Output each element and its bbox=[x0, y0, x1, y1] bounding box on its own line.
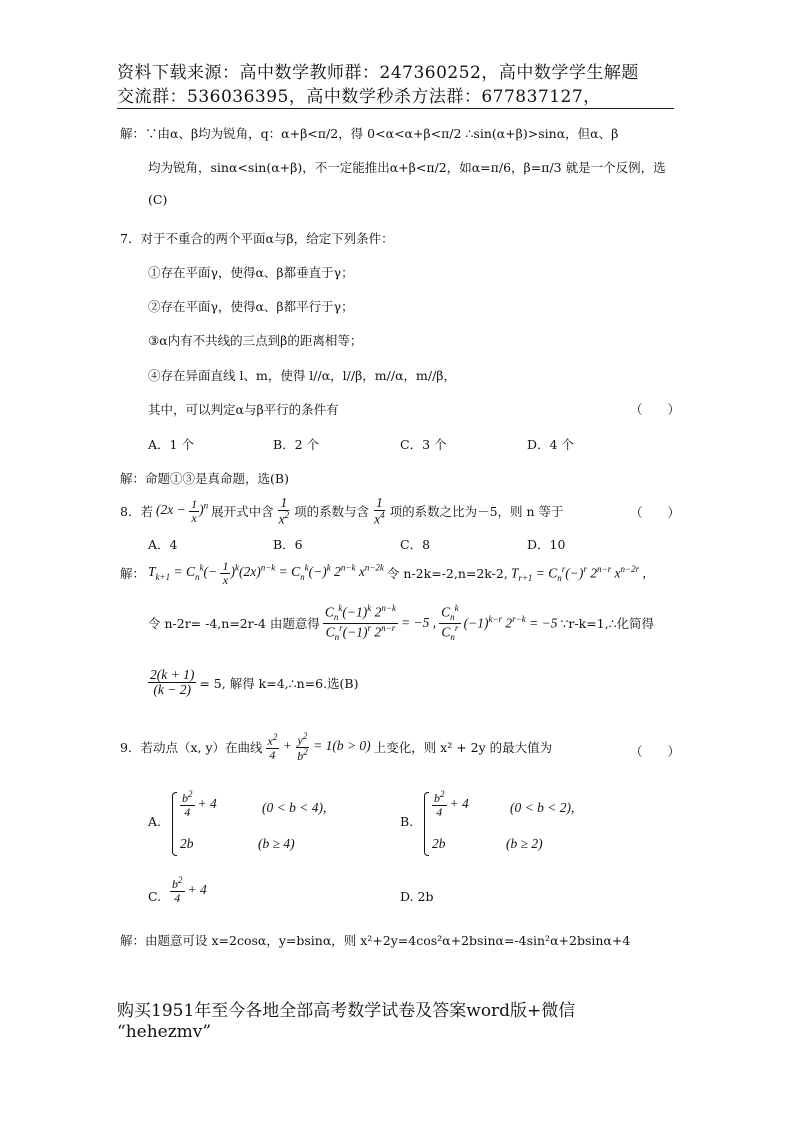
q7-question: 其中，可以判定α与β平行的条件有 bbox=[148, 402, 339, 417]
q6-solution-line-3: (C) bbox=[148, 192, 168, 207]
footer-line-1: 购买1951年至今各地全部高考数学试卷及答案word版+微信 bbox=[117, 1001, 576, 1021]
q8-stem-part-2: 展开式中含 bbox=[211, 504, 274, 520]
q8-solution-line-3 bbox=[148, 668, 358, 697]
q8-answer-paren: （ ） bbox=[630, 505, 681, 520]
q7-condition-1: ①存在平面γ，使得α、β都垂直于γ； bbox=[148, 265, 354, 280]
q9-option-b-bottom-condition: (b ≥ 2) bbox=[506, 836, 543, 851]
header-divider bbox=[117, 108, 674, 109]
q8-solution-conclusion: = 5, 解得 k=4,∴n=6.选(B) bbox=[199, 675, 359, 691]
q7-option-d: D．4 个 bbox=[527, 437, 574, 452]
q9-stem bbox=[120, 732, 552, 762]
header-line-2: 交流群：536036395，高中数学秒杀方法群：677837127， bbox=[117, 87, 601, 107]
q8-option-a: A．4 bbox=[148, 537, 178, 552]
q8-final-fraction: $\frac{2(k + 1)}{(k - 2)}$ bbox=[150, 667, 195, 698]
q9-option-b-brace bbox=[424, 792, 429, 856]
q8-term-1-over-x4: $\frac{1}{x^4}$ bbox=[374, 495, 385, 527]
q8-ratio-fraction: $\frac{C_n^k(-1)^k 2^{n-k}}{C_n^r(-1)^r 2^{n-r}}$ bbox=[324, 603, 396, 642]
q7-option-c: C．3 个 bbox=[400, 437, 447, 452]
q8-option-d: D．10 bbox=[527, 537, 566, 552]
q7-stem: 7．对于不重合的两个平面α与β，给定下列条件： bbox=[120, 231, 394, 246]
q8-option-c: C．8 bbox=[400, 537, 431, 552]
q8-ratio-simplified: $\frac{C_n^k}{C_n^r}$ bbox=[441, 603, 459, 642]
q9-option-a-top: $\frac{b^2}{4}$ + 4 bbox=[182, 789, 217, 819]
q8-solution-step: 令 n-2k=-2,n=2k-2, bbox=[386, 566, 508, 582]
q9-option-a-top-condition: (0 < b < 4), bbox=[262, 800, 327, 815]
q9-answer-paren: （ ） bbox=[630, 744, 681, 759]
q8-binomial-formula: (2x − $\frac{1}{x}$ )$^n$ bbox=[155, 497, 209, 525]
q9-curve-equation: $\frac{x^2}{4}$ + $\frac{y^2}{b^2}$ = 1(b > 0) bbox=[267, 731, 371, 763]
q8-solution-line-1 bbox=[120, 560, 646, 586]
q8-stem-prefix: 8．若 bbox=[120, 504, 153, 520]
q8-ratio-result: = −5 , bbox=[400, 615, 437, 631]
q7-option-b: B．2 个 bbox=[273, 437, 320, 452]
q9-option-d: D. 2b bbox=[400, 889, 434, 904]
q7-condition-2: ②存在平面γ，使得α、β都平行于γ； bbox=[148, 299, 354, 314]
q8-term-r-formula: $T_{r+1} = C_n^r(-)^r$ $2^{n-r}$ $x^{n-2r}$ , bbox=[510, 563, 646, 583]
q9-option-c-expression: $\frac{b^2}{4}$ + 4 bbox=[172, 875, 207, 905]
q8-solution-line-2 bbox=[148, 604, 654, 642]
q8-solution-line-2-tail: ∵r-k=1,∴化简得 bbox=[560, 616, 655, 632]
footer-line-2: “hehezmv” bbox=[117, 1022, 212, 1042]
q8-term-1-over-x2: $\frac{1}{x^2}$ bbox=[278, 495, 290, 527]
q7-condition-4: ④存在异面直线 l、m，使得 l//α，l//β，m//α，m//β， bbox=[148, 368, 457, 383]
q9-option-b-top-condition: (0 < b < 2), bbox=[510, 800, 575, 815]
q7-option-a: A．1 个 bbox=[148, 437, 194, 452]
q7-solution: 解：命题①③是真命题，选(B) bbox=[120, 471, 289, 486]
q8-solution-line-2-text: 令 n-2r= -4,n=2r-4 由题意得 bbox=[148, 616, 320, 632]
q9-option-b-top: $\frac{b^2}{4}$ + 4 bbox=[434, 789, 469, 819]
q9-option-a-bottom: 2b bbox=[180, 836, 194, 851]
q6-solution-line-1: 解：∵由α、β均为锐角，q：α+β<π/2，得 0<α<α+β<π/2 ∴sin(α+β)>sinα，但α、β bbox=[120, 126, 619, 141]
q9-option-a-label: A. bbox=[148, 814, 162, 829]
q6-solution-line-2: 均为锐角，sinα<sin(α+β)，不一定能推出α+β<π/2，如α=π/6，β=π/3 就是一个反例，选 bbox=[148, 160, 666, 175]
q8-stem bbox=[120, 496, 564, 527]
q9-stem-suffix: 上变化，则 x² + 2y 的最大值为 bbox=[373, 740, 553, 756]
q9-option-a-bottom-condition: (b ≥ 4) bbox=[258, 836, 295, 851]
q9-option-b-label: B. bbox=[400, 814, 414, 829]
q8-ratio-simplified-rest: $(-1)^{k-r}$ $2^{r-k} = -5$ bbox=[463, 614, 558, 631]
q9-option-b-bottom: 2b bbox=[432, 836, 446, 851]
q8-stem-part-4: 项的系数之比为－5，则 n 等于 bbox=[389, 504, 564, 520]
q8-stem-part-3: 项的系数与含 bbox=[294, 504, 370, 520]
q7-answer-paren: （ ） bbox=[630, 402, 681, 417]
q8-general-term-formula: $T_{k+1} = C_n^k(-$ $\frac{1}{x}$ )$^k(2x)^{n-k} = C_n^k(-)^k$ $2^{n-k}$ $x^{n-2k}$ bbox=[148, 559, 384, 587]
q9-option-a-brace bbox=[172, 792, 177, 856]
q7-condition-3: ③α内有不共线的三点到β的距离相等； bbox=[148, 333, 363, 348]
header-line-1: 资料下载来源：高中数学教师群：247360252，高中数学学生解题 bbox=[117, 63, 639, 83]
q9-solution: 解：由题意可设 x=2cosα，y=bsinα，则 x²+2y=4cos²α+2bsinα=-4sin²α+2bsinα+4 bbox=[120, 933, 631, 948]
q8-option-b: B．6 bbox=[273, 537, 303, 552]
q9-option-c-label: C. bbox=[148, 889, 162, 904]
q8-solution-prefix: 解： bbox=[120, 566, 146, 582]
q9-stem-prefix: 9．若动点（x, y）在曲线 bbox=[120, 740, 263, 756]
